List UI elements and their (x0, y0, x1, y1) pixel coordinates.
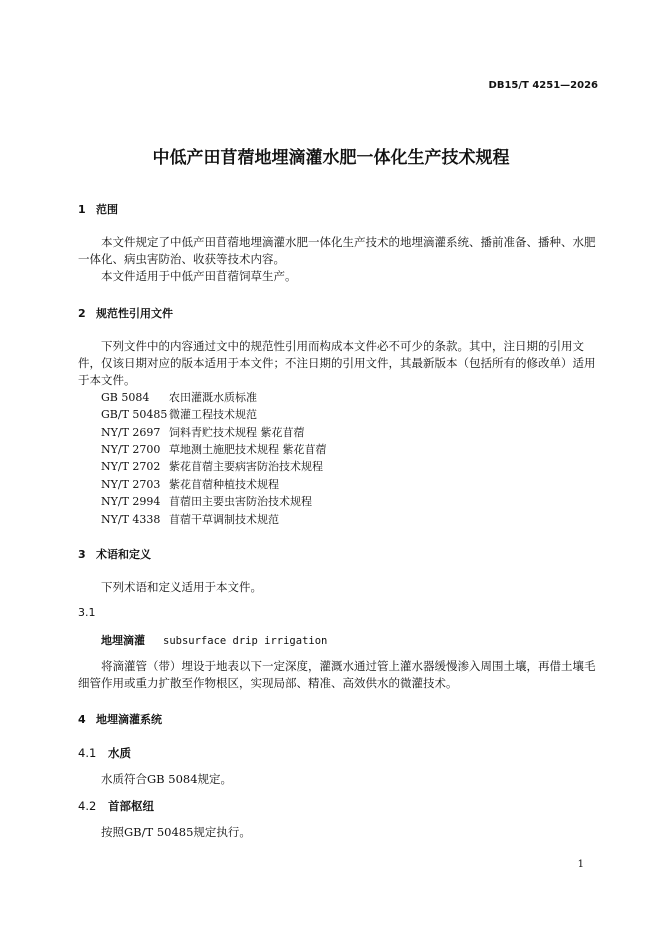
reference-code: GB 5084 (101, 391, 150, 404)
subsection-4-1-text: 水质符合GB 5084规定。 (101, 772, 233, 786)
reference-title: 微灌工程技术规范 (169, 408, 257, 421)
standard-code: DB15/T 4251—2026 (488, 80, 598, 91)
document-title: 中低产田苜蓿地埋滴灌水肥一体化生产技术规程 (152, 148, 510, 168)
reference-code: NY/T 2994 (101, 495, 161, 508)
section-number: 1 (78, 203, 86, 216)
reference-code: NY/T 2700 (101, 443, 161, 456)
subsection-4-2-heading (78, 798, 154, 814)
section-title: 地埋滴灌系统 (96, 713, 162, 726)
reference-code: NY/T 4338 (101, 513, 161, 526)
subsection-title: 水质 (108, 746, 131, 760)
term-definition: 将滴灌管（带）埋设于地表以下一定深度，灌溉水通过管上灌水器缓慢渗入周围土壤，再借土壤毛细管作用或重力扩散至作物根区，实现局部、精准、高效供水的微灌技术。 (78, 659, 596, 690)
subsection-number: 4.1 (78, 746, 97, 760)
page-number: 1 (577, 859, 584, 870)
section-3-paragraph-1: 下列术语和定义适用于本文件。 (101, 580, 262, 594)
section-3-heading (78, 546, 151, 562)
reference-title: 饲料青贮技术规程 紫花苜蓿 (169, 426, 305, 439)
section-1-heading (78, 201, 118, 217)
reference-item (101, 493, 312, 509)
section-1-paragraph-1: 本文件规定了中低产田苜蓿地埋滴灌水肥一体化生产技术的地埋滴灌系统、播前准备、播种、水肥一体化、病虫害防治、收获等技术内容。 (78, 235, 596, 266)
reference-title: 紫花苜蓿种植技术规程 (169, 478, 279, 491)
section-1-paragraph-2: 本文件适用于中低产田苜蓿饲草生产。 (101, 269, 297, 283)
subsection-4-1-heading (78, 745, 131, 761)
subsection-4-2-text: 按照GB/T 50485规定执行。 (101, 825, 251, 839)
section-number: 2 (78, 307, 86, 320)
term-english: subsurface drip irrigation (163, 635, 328, 647)
reference-code: NY/T 2703 (101, 478, 161, 491)
subsection-3-1-number: 3.1 (78, 606, 96, 619)
section-title: 范围 (96, 203, 118, 216)
section-title: 术语和定义 (96, 548, 151, 561)
reference-code: NY/T 2697 (101, 426, 161, 439)
subsection-title: 首部枢纽 (108, 799, 154, 813)
section-title: 规范性引用文件 (96, 307, 173, 320)
reference-item (101, 406, 257, 422)
reference-code: GB/T 50485 (101, 408, 168, 421)
section-2-paragraph-1: 下列文件中的内容通过文中的规范性引用而构成本文件必不可少的条款。其中，注日期的引用文件，仅该日期对应的版本适用于本文件；不注日期的引用文件，其最新版本（包括所有的修改单）适用于本文件。 (78, 339, 596, 387)
reference-item (101, 511, 279, 527)
reference-item (101, 458, 323, 474)
subsection-number: 4.2 (78, 799, 97, 813)
reference-title: 苜蓿干草调制技术规范 (169, 513, 279, 526)
reference-title: 苜蓿田主要虫害防治技术规程 (169, 495, 312, 508)
reference-item (101, 424, 305, 440)
reference-title: 草地测土施肥技术规程 紫花苜蓿 (169, 443, 327, 456)
reference-item (101, 441, 327, 457)
section-number: 3 (78, 548, 86, 561)
section-2-heading (78, 305, 173, 321)
reference-title: 农田灌溉水质标准 (169, 391, 257, 404)
term-chinese: 地埋滴灌 (101, 634, 145, 647)
section-4-heading (78, 711, 162, 727)
reference-code: NY/T 2702 (101, 460, 161, 473)
reference-item (101, 389, 257, 405)
term-entry (101, 632, 327, 648)
reference-item (101, 476, 279, 492)
section-number: 4 (78, 713, 86, 726)
reference-title: 紫花苜蓿主要病害防治技术规程 (169, 460, 323, 473)
